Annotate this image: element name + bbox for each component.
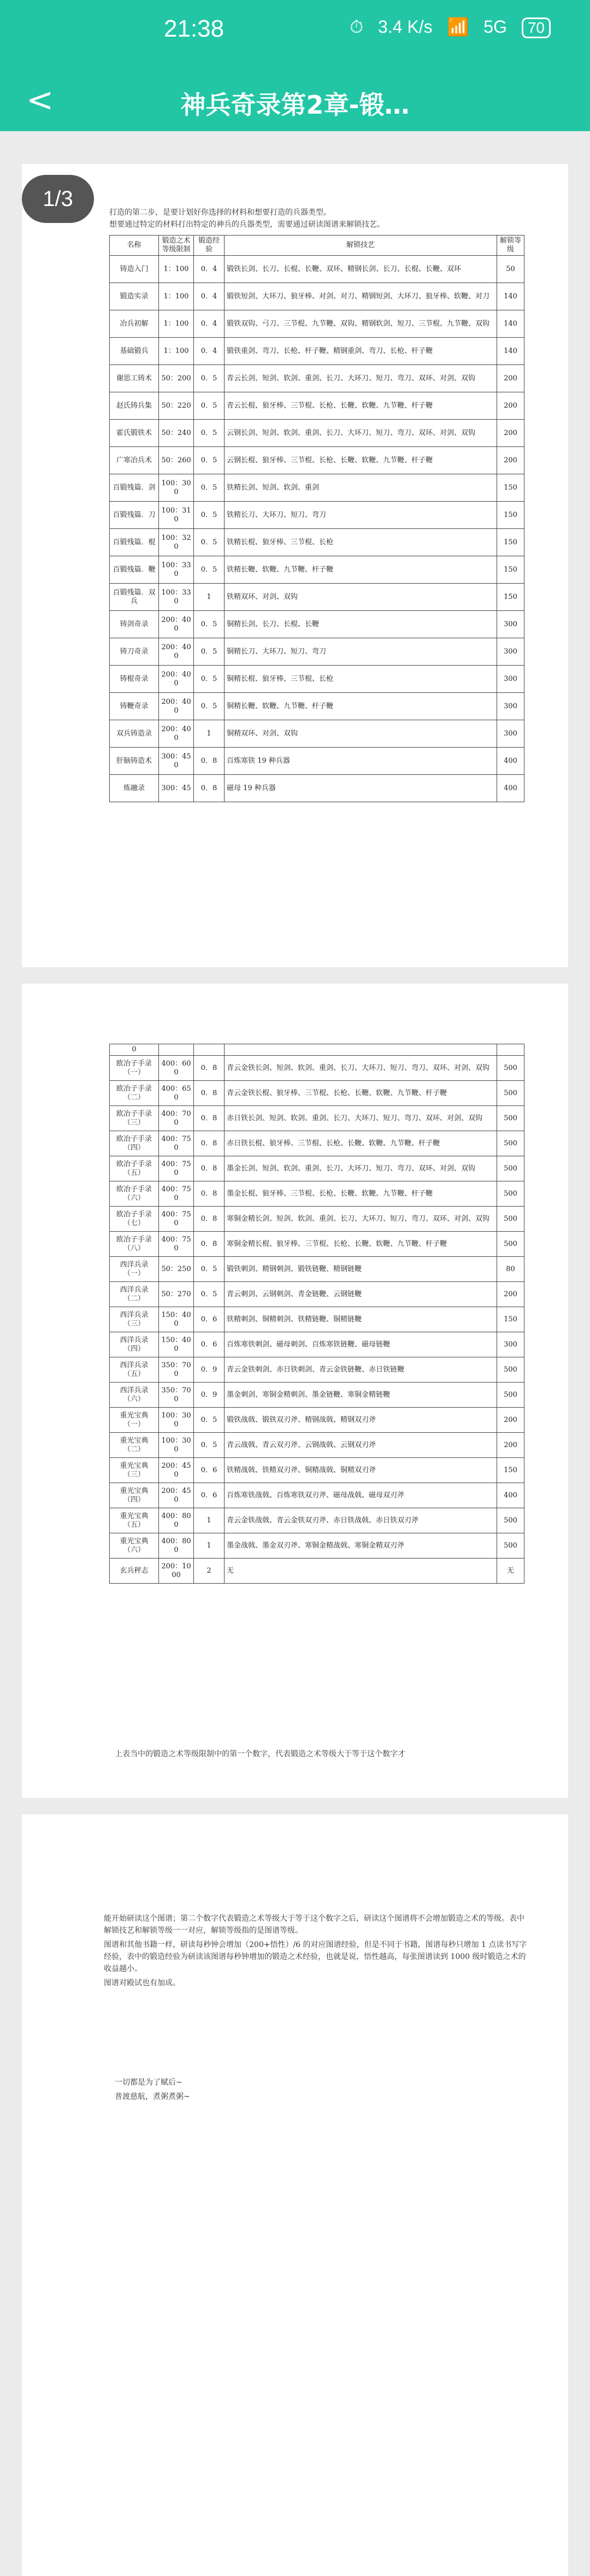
table-cell: 墨金长剑、短剑、软剑、重剑、长刀、大环刀、短刀、弯刀、双环、对剑、双钩	[225, 1156, 497, 1181]
table-cell: 50：240	[159, 420, 194, 447]
table-cell: 400：60 0	[159, 1056, 194, 1081]
table-cell: 百锻残篇．双兵	[110, 584, 159, 611]
table-cell: 140	[497, 338, 524, 365]
table-cell: 500	[497, 1357, 524, 1383]
document-page-2	[22, 984, 568, 1798]
table-cell: 铸棍奇录	[110, 666, 159, 693]
table-cell: 1	[194, 1508, 225, 1533]
table-cell: 重光宝典（三）	[110, 1458, 159, 1483]
table-cell: 300	[497, 638, 524, 666]
table-cell: 300	[497, 693, 524, 720]
table-cell: 0．8	[194, 1207, 225, 1232]
table-cell: 150	[497, 1307, 524, 1332]
table-cell: 350：70 0	[159, 1357, 194, 1383]
table-cell: 广寒冶兵术	[110, 447, 159, 474]
table-cell: 0．5	[194, 1257, 225, 1282]
status-bar	[0, 0, 590, 66]
table-cell: 百炼寒铁战戟、百炼寒铁双刃斧、磁母战戟、磁母双刃斧	[225, 1483, 497, 1508]
table-cell: 锻铁短剑、大环刀、狼牙棒、对剑、对刀、精钢短剑、大环刀、狼牙棒、软鞭、对刀	[225, 283, 497, 310]
table-cell: 西洋兵录（六）	[110, 1383, 159, 1408]
table-cell: 锻铁重剑、弯刀、长枪、杆子鞭、精钢重剑、弯刀、长枪、杆子鞭	[225, 338, 497, 365]
table-cell: 铸刀奇录	[110, 638, 159, 666]
table-row	[110, 611, 524, 638]
nav-bar	[0, 66, 590, 131]
closing-line: 普渡慈航，煮粥煮粥~	[115, 2092, 190, 2101]
table-cell: 云钢长剑、短剑、软剑、重剑、长刀、大环刀、短刀、弯刀、双环、对剑、双钩	[225, 420, 497, 447]
table-cell: 100：33 0	[159, 584, 194, 611]
header-cell: 名称	[110, 236, 159, 256]
table-cell: 400	[497, 748, 524, 775]
table-cell: 铁精刺剑、铜精刺剑、铁精链鞭、铜精链鞭	[225, 1307, 497, 1332]
table-cell: 1：100	[159, 338, 194, 365]
table-cell: 2	[194, 1558, 225, 1584]
table-cell: 150：40 0	[159, 1332, 194, 1357]
table-cell: 200	[497, 1433, 524, 1458]
table-cell: 200	[497, 1408, 524, 1433]
table-cell: 300：45 0	[159, 748, 194, 775]
table-cell: 铜精双环、对剑、双钩	[225, 720, 497, 748]
back-arrow-icon[interactable]: <	[26, 81, 54, 119]
table-cell: 0．5	[194, 502, 225, 529]
table-cell: 西洋兵录（四）	[110, 1332, 159, 1357]
table-cell: 50：250	[159, 1257, 194, 1282]
table-cell: 铜精长刀、大环刀、短刀、弯刀	[225, 638, 497, 666]
table-row	[110, 556, 524, 584]
table-cell: 400：70 0	[159, 1106, 194, 1131]
table-cell: 重光宝典（四）	[110, 1483, 159, 1508]
page-title: 神兵奇录第2章-锻…	[180, 90, 410, 120]
table-cell: 百锻残篇．棍	[110, 529, 159, 556]
table-cell: 50：220	[159, 392, 194, 420]
table-cell: 400：75 0	[159, 1232, 194, 1257]
table-cell: 400	[497, 1483, 524, 1508]
signal-label: 5G	[483, 17, 507, 37]
table-cell: 重光宝典（二）	[110, 1433, 159, 1458]
paragraph: 能开始研读这个图谱；第二个数字代表锻造之术等级大于等于这个数字之后，研读这个图谱将不会增加锻造之术的等级。表中解锁技艺和解锁等级一一对应，解锁等级指的是图谱等级。	[104, 1914, 524, 1935]
table-cell: 无	[497, 1558, 524, 1584]
table-cell: 1	[194, 584, 225, 611]
table-cell: 0．8	[194, 1156, 225, 1181]
table-row	[110, 502, 524, 529]
table-cell: 0．6	[194, 1483, 225, 1508]
table-cell: 谢思工铸术	[110, 365, 159, 392]
table-cell: 200	[497, 365, 524, 392]
table-row	[110, 256, 524, 283]
table-row	[110, 1307, 524, 1332]
table-cell: 百锻残篇．剑	[110, 474, 159, 502]
table-row	[110, 1081, 524, 1106]
paragraph: 图谱对殿试也有加成。	[104, 1979, 180, 1987]
table-cell: 0．4	[194, 310, 225, 338]
table-cell: 铜精长剑、长刀、长棍、长鞭	[225, 611, 497, 638]
table-cell: 重光宝典（一）	[110, 1408, 159, 1433]
table-cell: 欧冶子手录（八）	[110, 1232, 159, 1257]
table-cell: 寒铜金精长棍、狼牙棒、三节棍、长枪、长鞭、软鞭、九节鞭、杆子鞭	[225, 1232, 497, 1257]
table-cell: 200：40 0	[159, 611, 194, 638]
table-row	[110, 1433, 524, 1458]
table-cell: 500	[497, 1156, 524, 1181]
table-cell: 200：45 0	[159, 1483, 194, 1508]
intro-line: 想要通过特定的材料打出特定的神兵的兵器类型，需要通过研读图谱来解锁技艺。	[109, 220, 385, 229]
table-cell: 200：40 0	[159, 638, 194, 666]
table-cell: 欧冶子手录（四）	[110, 1131, 159, 1156]
table-cell: 墨金长棍、狼牙棒、三节棍、长枪、长鞭、软鞭、九节鞭、杆子鞭	[225, 1181, 497, 1207]
table-cell: 无	[225, 1558, 497, 1584]
table-cell: 0．6	[194, 1458, 225, 1483]
table-cell: 赵氏铸兵集	[110, 392, 159, 420]
table-row	[110, 1332, 524, 1357]
table-cell: 100：30 0	[159, 1408, 194, 1433]
table-cell: 100：33 0	[159, 556, 194, 584]
table-cell: 0．4	[194, 338, 225, 365]
table-cell: 50	[497, 256, 524, 283]
table-cell: 200	[497, 420, 524, 447]
table-cell: 铁精战戟、铁精双刃斧、铜精战戟、铜精双刃斧	[225, 1458, 497, 1483]
document-page-3	[22, 1814, 568, 2576]
table-cell: 0．4	[194, 283, 225, 310]
table-cell: 重光宝典（六）	[110, 1533, 159, 1558]
table-row	[110, 693, 524, 720]
table-cell: 150	[497, 556, 524, 584]
table-cell: 400：75 0	[159, 1156, 194, 1181]
table-cell: 0．8	[194, 748, 225, 775]
table-cell: 1：100	[159, 283, 194, 310]
table-cell: 0．5	[194, 693, 225, 720]
table-row	[110, 392, 524, 420]
table-row	[110, 1106, 524, 1131]
table-cell: 西洋兵录（三）	[110, 1307, 159, 1332]
table-cell: 50：270	[159, 1282, 194, 1307]
table-cell: 铸造入门	[110, 256, 159, 283]
table-cell: 铜精长棍、狼牙棒、三节棍、长枪	[225, 666, 497, 693]
table-cell: 0．8	[194, 775, 225, 802]
table-header-row	[110, 236, 524, 256]
table-cell: 200：45 0	[159, 1458, 194, 1483]
table-row	[110, 1383, 524, 1408]
table-row	[110, 638, 524, 666]
table-cell: 0．5	[194, 556, 225, 584]
table-cell: 500	[497, 1081, 524, 1106]
table-cell: 1：100	[159, 256, 194, 283]
header-cell: 解锁等级	[497, 236, 524, 256]
table-cell: 150	[497, 1458, 524, 1483]
table-cell: 0．5	[194, 392, 225, 420]
table-cell: 200：40 0	[159, 666, 194, 693]
table-cell: 欧冶子手录（三）	[110, 1106, 159, 1131]
table-row	[110, 1282, 524, 1307]
table-row	[110, 748, 524, 775]
table-cell: 400：80 0	[159, 1533, 194, 1558]
table-cell: 铁精长刀、大环刀、短刀、弯刀	[225, 502, 497, 529]
table-cell: 百锻残篇．鞭	[110, 556, 159, 584]
table-cell: 0．4	[194, 256, 225, 283]
table-cell: 300	[497, 611, 524, 638]
table-cell: 赤日铁长剑、短剑、软剑、重剑、长刀、大环刀、短刀、弯刀、双环、对剑、双钩	[225, 1106, 497, 1131]
table-footnote: 上表当中的锻造之术等级限制中的第一个数字，代表锻造之术等级大于等于这个数字才	[115, 1750, 405, 1758]
table-cell: 西洋兵录（二）	[110, 1282, 159, 1307]
table-cell: 500	[497, 1383, 524, 1408]
table-cell: 青云长剑、短剑、软剑、重剑、长刀、大环刀、短刀、弯刀、双环、对剑、双钩	[225, 365, 497, 392]
table-cell: 青云金铁长棍、狼牙棒、三节棍、长枪、长鞭、软鞭、九节鞭、杆子鞭	[225, 1081, 497, 1106]
table-cell: 欧冶子手录（五）	[110, 1156, 159, 1181]
table-cell: 百炼寒铁刺剑、磁母刺剑、百炼寒铁链鞭、磁母链鞭	[225, 1332, 497, 1357]
intro-line: 打造的第二步，是要计划好你选择的材料和想要打造的兵器类型。	[109, 208, 331, 217]
table-cell: 百炼寒铁 19 种兵器	[225, 748, 497, 775]
table-row	[110, 310, 524, 338]
table-cell: 300：45	[159, 775, 194, 802]
table-cell: 锻造实录	[110, 283, 159, 310]
table-cell: 400：75 0	[159, 1181, 194, 1207]
table-cell: 云钢长棍、狼牙棒、三节棍、长枪、长鞭、软鞭、九节鞭、杆子鞭	[225, 447, 497, 474]
table-cell: 0．8	[194, 1131, 225, 1156]
table-cell: 150	[497, 502, 524, 529]
table-cell: 锻铁长剑、长刀、长棍、长鞭、双环、精钢长剑、长刀、长棍、长鞭、双环	[225, 256, 497, 283]
table-row	[110, 1458, 524, 1483]
table-cell: 140	[497, 283, 524, 310]
table-cell: 0	[110, 1044, 159, 1056]
table-cell: 欧冶子手录（六）	[110, 1181, 159, 1207]
table-cell: 百锻残篇．刀	[110, 502, 159, 529]
table-cell: 300	[497, 1332, 524, 1357]
table-cell: 欧冶子手录（二）	[110, 1081, 159, 1106]
table-row	[110, 283, 524, 310]
table-row	[110, 666, 524, 693]
table-cell: 140	[497, 310, 524, 338]
table-row	[110, 1156, 524, 1181]
table-cell: 青云长棍、狼牙棒、三节棍、长枪、长鞭、软鞭、九节鞭、杆子鞭	[225, 392, 497, 420]
table-row	[110, 1533, 524, 1558]
table-cell: 0．5	[194, 474, 225, 502]
table-cell: 青云金铁长剑、短剑、软剑、重剑、长刀、大环刀、短刀、弯刀、双环、对剑、双钩	[225, 1056, 497, 1081]
table-cell: 150：40 0	[159, 1307, 194, 1332]
table-cell: 0．5	[194, 1433, 225, 1458]
table-cell: 400：75 0	[159, 1207, 194, 1232]
table-cell: 锻铁战戟、锻铁双刃斧、精钢战戟、精钢双刃斧	[225, 1408, 497, 1433]
table-cell: 0．8	[194, 1181, 225, 1207]
table-cell: 100：30 0	[159, 474, 194, 502]
table-cell: 500	[497, 1533, 524, 1558]
table-row	[110, 1131, 524, 1156]
table-cell: 1	[194, 1533, 225, 1558]
table-cell: 0．9	[194, 1357, 225, 1383]
closing-line: 一切都是为了赋后~	[115, 2078, 182, 2087]
table-cell: 霍氏锻铁术	[110, 420, 159, 447]
status-icons	[340, 16, 551, 38]
wifi-icon: 📶	[447, 17, 469, 37]
table-cell: 西洋兵录（一）	[110, 1257, 159, 1282]
table-cell: 1	[194, 720, 225, 748]
techniques-table-1	[109, 235, 524, 802]
table-cell: 0．5	[194, 447, 225, 474]
header-cell: 锻造经验	[194, 236, 225, 256]
table-cell: 锻铁双钩、弓刀、三节棍、九节鞭、双钩、精钢软剑、短刀、三节棍、九节鞭、双钩	[225, 310, 497, 338]
table-cell: 0．5	[194, 666, 225, 693]
table-cell: 墨金战戟、墨金双刃斧、寒铜金精战戟、寒铜金精双刃斧	[225, 1533, 497, 1558]
table-cell: 150	[497, 529, 524, 556]
table-cell: 500	[497, 1232, 524, 1257]
table-row	[110, 1257, 524, 1282]
table-cell: 500	[497, 1207, 524, 1232]
table-cell: 0．5	[194, 365, 225, 392]
table-row	[110, 775, 524, 802]
document-page-1	[22, 164, 568, 967]
table-cell: 铁精长剑、短剑、软剑、重剑	[225, 474, 497, 502]
table-row	[110, 365, 524, 392]
table-row	[110, 1357, 524, 1383]
table-cell: 200：1000	[159, 1558, 194, 1584]
header-cell: 锻造之术等级限制	[159, 236, 194, 256]
table-cell: 铸剑奇录	[110, 611, 159, 638]
table-row	[110, 1483, 524, 1508]
table-cell: 0．6	[194, 1307, 225, 1332]
table-cell: 西洋兵录（五）	[110, 1357, 159, 1383]
table-row	[110, 720, 524, 748]
table-cell: 青云金铁战戟、青云金铁双刃斧、赤日铁战戟、赤日铁双刃斧	[225, 1508, 497, 1533]
battery-icon: 70	[522, 17, 551, 38]
page3-body	[104, 1913, 530, 1991]
table-cell: 0．8	[194, 1056, 225, 1081]
table-cell: 400：75 0	[159, 1131, 194, 1156]
table-row	[110, 474, 524, 502]
table-cell: 200：40 0	[159, 720, 194, 748]
table-cell: 磁母 19 种兵器	[225, 775, 497, 802]
table-cell: 500	[497, 1056, 524, 1081]
techniques-table-2	[109, 1044, 524, 1584]
table-cell: 500	[497, 1131, 524, 1156]
table-cell: 150	[497, 474, 524, 502]
table-cell: 铁精长鞭、软鞭、九节鞭、杆子鞭	[225, 556, 497, 584]
table-cell: 100：30 0	[159, 1433, 194, 1458]
table-row	[110, 1207, 524, 1232]
table-cell: 铁精双环、对剑、双钩	[225, 584, 497, 611]
alarm-icon: ⏱	[350, 17, 364, 37]
table-cell: 200	[497, 447, 524, 474]
table-cell: 玄兵秤志	[110, 1558, 159, 1584]
table-cell: 400：80 0	[159, 1508, 194, 1533]
table-cell: 0．5	[194, 611, 225, 638]
closing-lines	[115, 2077, 541, 2105]
table-cell: 500	[497, 1508, 524, 1533]
table-cell: 欧冶子手录（一）	[110, 1056, 159, 1081]
table-cell: 200	[497, 1282, 524, 1307]
table-cell: 1：100	[159, 310, 194, 338]
table-cell: 300	[497, 666, 524, 693]
table-row	[110, 1056, 524, 1081]
table-cell: 双兵铸造录	[110, 720, 159, 748]
table-row	[110, 1044, 524, 1056]
table-row	[110, 529, 524, 556]
table-row	[110, 1181, 524, 1207]
table-cell: 墨金刺剑、寒铜金精刺剑、墨金链鞭、寒铜金精链鞭	[225, 1383, 497, 1408]
table-cell: 0．6	[194, 1332, 225, 1357]
table-cell: 50：200	[159, 365, 194, 392]
table-cell: 肝脑铸造术	[110, 748, 159, 775]
table-cell: 炼融录	[110, 775, 159, 802]
table-cell: 200：40 0	[159, 693, 194, 720]
table-cell: 0．8	[194, 1081, 225, 1106]
table-cell: 0．9	[194, 1383, 225, 1408]
page-indicator: 1/3	[22, 175, 94, 223]
table-cell: 100：32 0	[159, 529, 194, 556]
table-row	[110, 1558, 524, 1584]
table-cell: 300	[497, 720, 524, 748]
table-cell: 0．8	[194, 1232, 225, 1257]
table-cell: 青云战戟、青云双刃斧、云钢战戟、云钢双刃斧	[225, 1433, 497, 1458]
table-cell: 80	[497, 1257, 524, 1282]
table-cell: 0．5	[194, 420, 225, 447]
table-row	[110, 1508, 524, 1533]
status-time: 21:38	[164, 15, 225, 42]
table-cell: 赤日铁长棍、狼牙棒、三节棍、长枪、长鞭、软鞭、九节鞭、杆子鞭	[225, 1131, 497, 1156]
table-cell: 50：260	[159, 447, 194, 474]
table-cell: 冶兵初解	[110, 310, 159, 338]
table-cell: 0．5	[194, 638, 225, 666]
table-cell: 500	[497, 1106, 524, 1131]
table-cell: 0．8	[194, 1106, 225, 1131]
table-row	[110, 1232, 524, 1257]
table-cell: 350：70 0	[159, 1383, 194, 1408]
table-cell: 锻铁刺剑、精钢刺剑、锻铁链鞭、精钢链鞭	[225, 1257, 497, 1282]
table-cell: 铜精长鞭、软鞭、九节鞭、杆子鞭	[225, 693, 497, 720]
table-cell: 100：31 0	[159, 502, 194, 529]
network-speed: 3.4 K/s	[378, 17, 433, 37]
table-row	[110, 338, 524, 365]
table-cell: 0．5	[194, 1408, 225, 1433]
table-cell: 400：65 0	[159, 1081, 194, 1106]
table-cell: 重光宝典（五）	[110, 1508, 159, 1533]
table-cell: 500	[497, 1181, 524, 1207]
table-cell: 基础锻兵	[110, 338, 159, 365]
page1-intro	[109, 207, 524, 231]
table-cell: 欧冶子手录（七）	[110, 1207, 159, 1232]
table-cell: 铁精长棍、狼牙棒、三节棍、长枪	[225, 529, 497, 556]
table-cell: 青云刺剑、云钢刺剑、青金链鞭、云钢链鞭	[225, 1282, 497, 1307]
table-row	[110, 420, 524, 447]
table-row	[110, 1408, 524, 1433]
table-cell: 0．5	[194, 1282, 225, 1307]
table-cell: 0．5	[194, 529, 225, 556]
table-row	[110, 584, 524, 611]
table-cell: 400	[497, 775, 524, 802]
table-cell: 200	[497, 392, 524, 420]
table-cell: 寒铜金精长剑、短剑、软剑、重剑、长刀、大环刀、短刀、弯刀、双环、对剑、双钩	[225, 1207, 497, 1232]
table-cell: 150	[497, 584, 524, 611]
table-cell: 铸鞭奇录	[110, 693, 159, 720]
table-cell: 青云金铁刺剑、赤日铁刺剑、青云金铁链鞭、赤日铁链鞭	[225, 1357, 497, 1383]
table-row	[110, 447, 524, 474]
paragraph: 图谱和其他书籍一样，研读每秒钟会增加（200+悟性）/6 的对应图谱经验，但是不同于书籍，图谱每秒只增加 1 点读书写字经验，表中的锻造经验为研读该图谱每秒钟增加的锻造之术经验，也就是说，悟性越高，每张图谱读到 1000 级时锻造之术的收益越小。	[104, 1940, 527, 1973]
header-cell: 解锁技艺	[225, 236, 497, 256]
